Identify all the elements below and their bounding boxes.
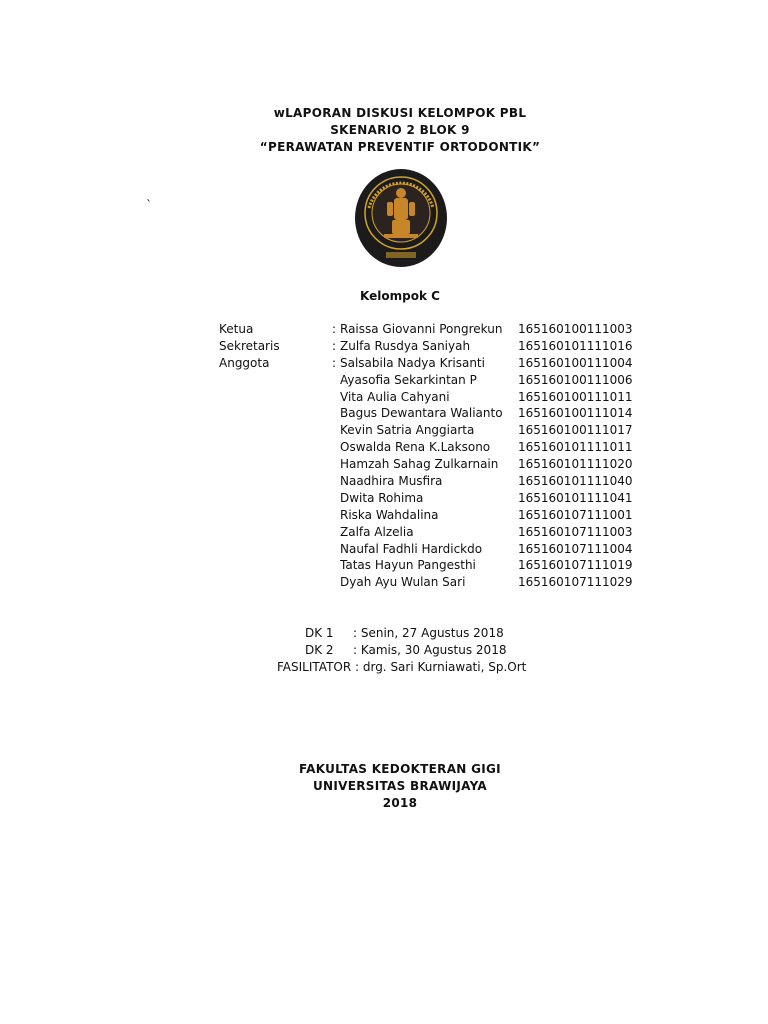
member-nim: 165160107111003 (518, 524, 633, 539)
facilitator-line: FASILITATOR : drg. Sari Kurniawati, Sp.Ort (277, 659, 527, 674)
member-name: Tatas Hayun Pangesthi (340, 558, 476, 573)
report-title: wLAPORAN DISKUSI KELOMPOK PBL (273, 106, 527, 120)
year: 2018 (382, 796, 418, 810)
dk2-value: : Kamis, 30 Agustus 2018 (353, 642, 507, 657)
member-name: Zalfa Alzelia (340, 524, 414, 539)
member-name: Riska Wahdalina (340, 507, 439, 522)
member-role: Ketua (219, 322, 254, 336)
member-name: Oswalda Rena K.Laksono (340, 440, 491, 455)
member-name: Naufal Fadhli Hardickdo (340, 541, 483, 556)
member-nim: 165160101111016 (518, 338, 633, 353)
member-name: Naadhira Musfira (340, 474, 443, 489)
member-nim: 165160101111040 (518, 474, 633, 489)
member-nim: 165160101111011 (518, 440, 633, 455)
member-separator: : (332, 338, 337, 353)
member-nim: 165160101111041 (518, 490, 633, 505)
member-name: Dwita Rohima (340, 490, 424, 505)
member-separator: : (332, 355, 337, 370)
member-nim: 165160100111014 (518, 406, 633, 421)
university-seal-icon (354, 168, 448, 268)
dk1-value: : Senin, 27 Agustus 2018 (353, 626, 504, 640)
member-name: Kevin Satria Anggiarta (340, 423, 475, 438)
faculty-name: FAKULTAS KEDOKTERAN GIGI (299, 762, 501, 776)
group-title: Kelompok C (360, 289, 440, 303)
member-nim: 165160100111003 (518, 322, 633, 336)
topic-title: “PERAWATAN PREVENTIF ORTODONTIK” (259, 140, 541, 154)
scenario-title: SKENARIO 2 BLOK 9 (330, 123, 470, 137)
member-role: Sekretaris (219, 338, 280, 353)
dk2-label: DK 2 (305, 642, 334, 657)
member-nim: 165160101111020 (518, 457, 633, 472)
university-name: UNIVERSITAS BRAWIJAYA (312, 779, 487, 793)
member-nim: 165160107111001 (518, 507, 633, 522)
member-nim: 165160107111019 (518, 558, 633, 573)
member-name: Dyah Ayu Wulan Sari (340, 575, 466, 590)
member-name: Hamzah Sahag Zulkarnain (340, 457, 499, 472)
member-name: Zulfa Rusdya Saniyah (340, 338, 471, 353)
member-separator: : (332, 322, 337, 336)
member-role: Anggota (219, 355, 270, 370)
member-name: Salsabila Nadya Krisanti (340, 355, 485, 370)
member-nim: 165160100111017 (518, 423, 633, 438)
schedule-block (0, 626, 768, 676)
member-nim: 165160100111004 (518, 355, 633, 370)
member-nim: 165160107111029 (518, 575, 633, 590)
member-name: Vita Aulia Cahyani (340, 389, 450, 404)
member-nim: 165160100111011 (518, 389, 633, 404)
member-name: Raissa Giovanni Pongrekun (340, 322, 503, 336)
member-nim: 165160100111006 (518, 372, 633, 387)
member-nim: 165160107111004 (518, 541, 633, 556)
dk1-label: DK 1 (305, 626, 334, 640)
stray-mark: ` (146, 198, 152, 212)
member-name: Ayasofia Sekarkintan P (340, 372, 477, 387)
member-name: Bagus Dewantara Walianto (340, 406, 503, 421)
